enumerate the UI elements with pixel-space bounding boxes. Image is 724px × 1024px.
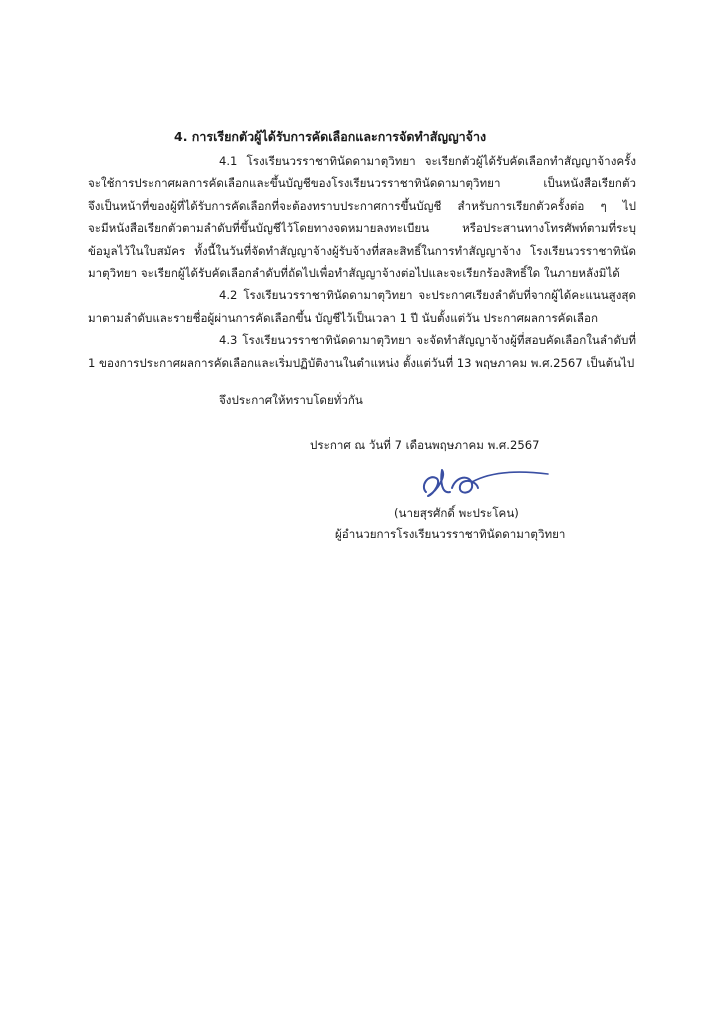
paragraph-4-2-line: 4.2 โรงเรียนวรราชาทินัดดามาตุวิทยา จะประกาศเรียงลำดับที่จากผู้ได้คะแนนสูงสุด <box>219 288 636 303</box>
paragraph-4-1-line: ข้อมูลไว้ในใบสมัคร ทั้งนี้ในวันที่จัดทำสัญญาจ้างผู้รับจ้างที่สละสิทธิ์ในการทำสัญญาจ้าง โรงเรียนวรราชาทินัด <box>88 243 636 258</box>
paragraph-4-1-line: มาตุวิทยา จะเรียกผู้ได้รับคัดเลือกลำดับที่ถัดไปเพื่อทำสัญญาจ้างต่อไปและจะเรียกร้องสิทธิ์ใด ในภายหลังมิได้ <box>88 265 620 280</box>
announcement-date: ประกาศ ณ วันที่ 7 เดือนพฤษภาคม พ.ศ.2567 <box>310 438 540 452</box>
paragraph-4-1-line: จะมีหนังสือเรียกตัวตามลำดับที่ขึ้นบัญชีไว้โดยทางจดหมายลงทะเบียน หรือประสานทางโทรศัพท์ตามที่ระบุ <box>88 221 636 236</box>
signer-name: (นายสุรศักดิ์ พะประโคน) <box>394 506 519 520</box>
section-heading: 4. การเรียกตัวผู้ได้รับการคัดเลือกและการจัดทำสัญญาจ้าง <box>174 129 487 144</box>
paragraph-4-1-line: 4.1 โรงเรียนวรราชาทินัดดามาตุวิทยา จะเรียกตัวผู้ได้รับคัดเลือกทำสัญญาจ้างครั้ง <box>219 154 636 168</box>
signer-title: ผู้อำนวยการโรงเรียนวรราชาทินัดดามาตุวิทยา <box>335 527 566 541</box>
paragraph-4-3-line: 1 ของการประกาศผลการคัดเลือกและเริ่มปฏิบัติงานในตำแหน่ง ตั้งแต่วันที่ 13 พฤษภาคม พ.ศ.2567 เป็นต้นไป <box>88 355 635 370</box>
paragraph-4-2-line: มาตามลำดับและรายชื่อผู้ผ่านการคัดเลือกขึ้น บัญชีไว้เป็นเวลา 1 ปี นับตั้งแต่วัน ประกาศผลการคัดเลือก <box>88 310 599 325</box>
handwritten-signature <box>412 462 552 504</box>
paragraph-4-1-line: จะใช้การประกาศผลการคัดเลือกและขึ้นบัญชีของโรงเรียนวรราชาทินัดดามาตุวิทยา เป็นหนังสือเรียกตัว <box>88 176 636 191</box>
paragraph-4-3-line: 4.3 โรงเรียนวรราชาทินัดดามาตุวิทยา จะจัดทำสัญญาจ้างผู้ที่สอบคัดเลือกในลำดับที่ <box>219 333 636 348</box>
closing-statement: จึงประกาศให้ทราบโดยทั่วกัน <box>219 393 363 407</box>
paragraph-4-1-line: จึงเป็นหน้าที่ของผู้ที่ได้รับการคัดเลือกที่จะต้องทราบประกาศการขึ้นบัญชี สำหรับการเรียกตัวครั้งต่อ ๆ ไป <box>88 198 636 213</box>
section-body <box>88 150 636 374</box>
